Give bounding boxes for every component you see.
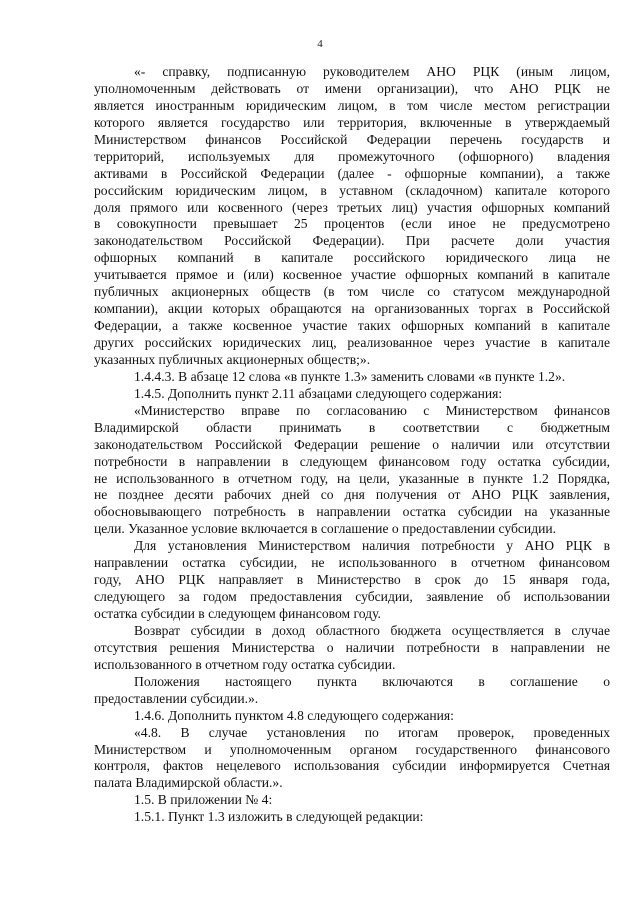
- text-line: году, АНО РЦК направляет в Министерство в срок до 15 января года,: [94, 572, 610, 588]
- text-line: Министерством финансов Российской Федерации перечень государств и: [94, 131, 610, 147]
- text-line: цели. Указанное условие включается в соглашение о предоставлении субсидии.: [94, 521, 557, 537]
- text-line: Положения настоящего пункта включаются в соглашение о: [134, 673, 610, 689]
- text-line: контроля, фактов нецелевого использования субсидии информируется Счетная: [94, 758, 610, 774]
- text-line: потребности в направлении в следующем финансовом году остатка субсидии,: [94, 453, 610, 469]
- text-line: «Министерство вправе по согласованию с Министерством финансов: [134, 402, 610, 418]
- text-line: предоставлении субсидии.».: [94, 690, 259, 706]
- text-line: отсутствия решения Министерства о наличии потребности в направлении не: [94, 639, 610, 655]
- text-line: Для установления Министерством наличия потребности у АНО РЦК в: [134, 538, 610, 554]
- document-body: [94, 64, 610, 826]
- text-line: других российских юридических лиц, реализованное через участие в капитале: [94, 335, 610, 350]
- text-line: публичных акционерных обществ (в том числе со статусом международной: [94, 284, 610, 300]
- text-line: «4.8. В случае установления по итогам проверок, проведенных: [134, 724, 610, 740]
- page-number: 4: [317, 38, 323, 50]
- text-line: 1.4.6. Дополнить пунктом 4.8 следующего содержания:: [134, 707, 454, 723]
- text-line: Федерации, а также косвенное участие таких офшорных компаний в капитале: [94, 318, 610, 334]
- text-line: палата Владимирской области.».: [94, 775, 283, 791]
- text-line: уполномоченным действовать от имени организации), что АНО РЦК не: [94, 80, 610, 96]
- text-line: активами в Российской Федерации (далее - офшорные компании), а также: [94, 165, 610, 181]
- text-line: Владимирской области принимать в соответствии с бюджетным: [94, 419, 610, 435]
- text-line: Возврат субсидии в доход областного бюджета осуществляется в случае: [134, 622, 610, 638]
- text-line: законодательством Российской Федерации решение о наличии или отсутствии: [94, 436, 610, 452]
- text-line: остатка субсидии в следующем финансовом году.: [94, 606, 381, 621]
- text-line: «- справку, подписанную руководителем АНО РЦК (иным лицом,: [134, 64, 610, 79]
- text-line: не использованного в отчетном году, на цели, указанные в пункте 1.2 Порядка,: [94, 470, 610, 486]
- text-line: указанных публичных акционерных обществ;».: [94, 351, 371, 367]
- text-line: 1.4.5. Дополнить пункт 2.11 абзацами следующего содержания:: [134, 385, 503, 401]
- text-line: в совокупности превышает 25 процентов (если иное не предусмотрено: [94, 216, 610, 232]
- text-line: использованного в отчетном году остатка субсидии.: [94, 656, 396, 672]
- text-line: является иностранным юридическим лицом, в том числе местом регистрации: [94, 97, 610, 113]
- text-line: офшорных компаний в капитале российского юридического лица не: [94, 250, 610, 266]
- text-line: компании), акции которых обращаются на организованных торгах в Российской: [94, 301, 610, 317]
- text-line: обосновывающего потребность в направлении остатка субсидии на указанные: [94, 504, 610, 520]
- text-line: Министерством и уполномоченным органом государственного финансового: [94, 741, 610, 757]
- text-line: не позднее десяти рабочих дней со дня получения от АНО РЦК заявления,: [94, 487, 610, 503]
- text-line: законодательством Российской Федерации). При расчете доли участия: [94, 233, 610, 249]
- text-line: территорий, используемых для промежуточного (офшорного) владения: [94, 148, 610, 164]
- text-line: учитывается прямое и (или) косвенное участие офшорных компаний в капитале: [94, 267, 610, 283]
- text-line: доля прямого или косвенного (через третьих лиц) участия офшорных компаний: [94, 199, 610, 215]
- text-line: 1.4.4.3. В абзаце 12 слова «в пункте 1.3» заменить словами «в пункте 1.2».: [134, 368, 566, 384]
- text-line: 1.5.1. Пункт 1.3 изложить в следующей редакции:: [134, 809, 424, 825]
- text-line: российским юридическим лицом, в уставном (складочном) капитале которого: [94, 182, 610, 198]
- text-line: которого является государство или территория, включенные в утверждаемый: [94, 114, 610, 130]
- text-line: 1.5. В приложении № 4:: [134, 792, 273, 808]
- text-line: направлении остатка субсидии, не использованного в отчетном финансовом: [94, 555, 610, 571]
- text-line: следующего за годом предоставления субсидии, заявление об использовании: [94, 589, 610, 605]
